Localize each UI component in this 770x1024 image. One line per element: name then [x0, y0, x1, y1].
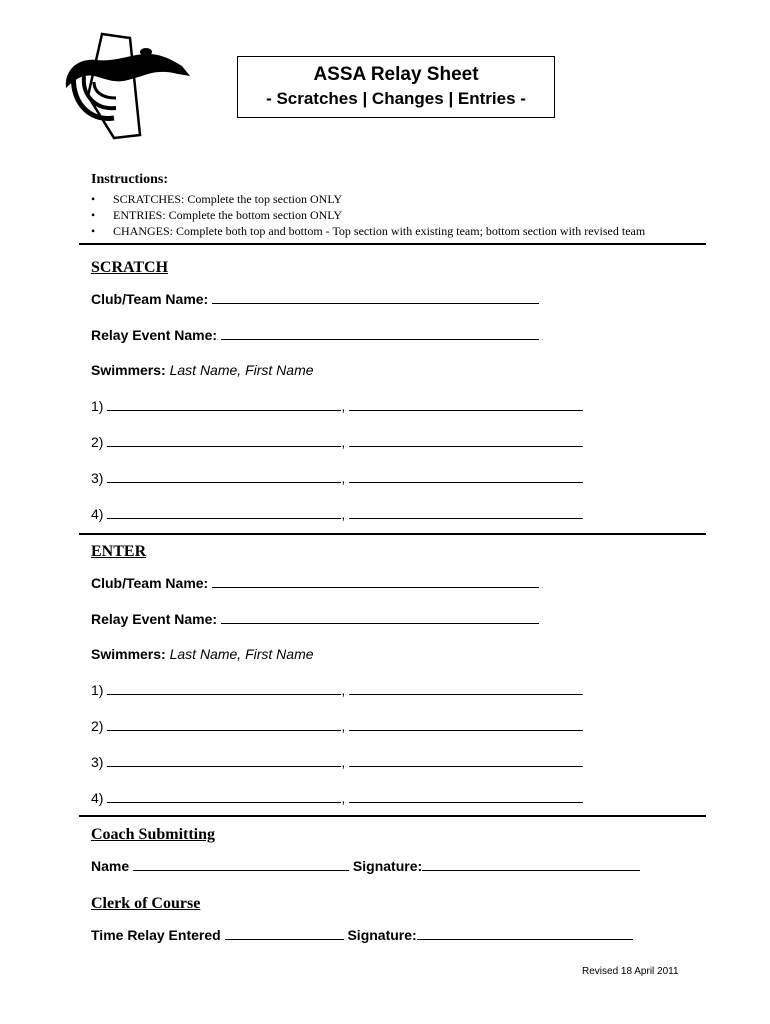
enter-swimmers-label: Swimmers:	[91, 646, 166, 662]
clerk-time-field[interactable]	[225, 927, 344, 940]
scratch-swimmer-row	[91, 398, 583, 414]
last-name-field[interactable]	[107, 470, 341, 483]
first-name-field[interactable]	[349, 682, 583, 695]
last-name-field[interactable]	[107, 790, 341, 803]
scratch-event-row	[91, 327, 539, 343]
scratch-swimmers-row	[91, 362, 314, 378]
enter-swimmer-row	[91, 754, 583, 770]
row-number: 1)	[91, 682, 104, 698]
swimmer-logo-icon	[58, 30, 198, 150]
enter-event-row	[91, 611, 539, 627]
instructions-heading: Instructions:	[91, 172, 169, 187]
scratch-event-label: Relay Event Name:	[91, 327, 218, 343]
clerk-title: Clerk of Course	[91, 895, 201, 912]
last-name-field[interactable]	[107, 682, 341, 695]
enter-swimmers-row	[91, 646, 314, 662]
comma: ,	[341, 434, 346, 450]
clerk-signature-label: Signature:	[347, 927, 417, 943]
first-name-field[interactable]	[349, 718, 583, 731]
scratch-swimmer-row	[91, 470, 583, 486]
first-name-field[interactable]	[349, 398, 583, 411]
enter-club-label: Club/Team Name:	[91, 575, 209, 591]
title-box	[237, 56, 555, 118]
enter-club-field[interactable]	[212, 575, 539, 588]
last-name-field[interactable]	[107, 506, 341, 519]
instruction-item: • CHANGES: Complete both top and bottom - Top section with existing team; bottom section with revised team	[91, 223, 645, 239]
first-name-field[interactable]	[349, 506, 583, 519]
first-name-field[interactable]	[349, 470, 583, 483]
clerk-time-label: Time Relay Entered	[91, 927, 221, 943]
row-number: 3)	[91, 754, 104, 770]
comma: ,	[341, 470, 346, 486]
comma: ,	[341, 754, 346, 770]
first-name-field[interactable]	[349, 790, 583, 803]
assa-logo	[58, 30, 198, 150]
row-number: 3)	[91, 470, 104, 486]
instruction-item: • SCRATCHES: Complete the top section ONLY	[91, 191, 645, 207]
scratch-event-field[interactable]	[221, 327, 539, 340]
comma: ,	[341, 682, 346, 698]
last-name-field[interactable]	[107, 398, 341, 411]
row-number: 1)	[91, 398, 104, 414]
row-number: 2)	[91, 718, 104, 734]
comma: ,	[341, 790, 346, 806]
first-name-field[interactable]	[349, 434, 583, 447]
clerk-signature-field[interactable]	[417, 927, 633, 940]
clerk-row	[91, 927, 633, 943]
enter-event-label: Relay Event Name:	[91, 611, 218, 627]
divider	[79, 243, 706, 245]
scratch-club-label: Club/Team Name:	[91, 291, 209, 307]
row-number: 2)	[91, 434, 104, 450]
coach-title: Coach Submitting	[91, 826, 216, 843]
instructions-list	[91, 191, 645, 239]
enter-club-row	[91, 575, 539, 591]
scratch-swimmers-label: Swimmers:	[91, 362, 166, 378]
coach-signature-field[interactable]	[422, 858, 640, 871]
last-name-field[interactable]	[107, 754, 341, 767]
divider	[79, 815, 706, 817]
last-name-field[interactable]	[107, 718, 341, 731]
scratch-swimmer-row	[91, 506, 583, 522]
row-number: 4)	[91, 506, 104, 522]
coach-name-label: Name	[91, 858, 130, 874]
enter-title: ENTER	[91, 543, 147, 560]
coach-row	[91, 858, 640, 874]
row-number: 4)	[91, 790, 104, 806]
enter-swimmers-hint: Last Name, First Name	[169, 646, 314, 662]
enter-swimmer-row	[91, 682, 583, 698]
enter-event-field[interactable]	[221, 611, 539, 624]
divider	[79, 533, 706, 535]
instructions	[91, 172, 645, 239]
scratch-club-field[interactable]	[212, 291, 539, 304]
enter-swimmer-row	[91, 718, 583, 734]
comma: ,	[341, 398, 346, 414]
scratch-swimmer-row	[91, 434, 583, 450]
comma: ,	[341, 718, 346, 734]
scratch-swimmers-hint: Last Name, First Name	[169, 362, 314, 378]
page-title: ASSA Relay Sheet	[313, 64, 479, 85]
first-name-field[interactable]	[349, 754, 583, 767]
revised-date: Revised 18 April 2011	[582, 966, 679, 977]
coach-signature-label: Signature:	[352, 858, 423, 874]
page-subtitle: - Scratches | Changes | Entries -	[266, 89, 526, 108]
instruction-item: • ENTRIES: Complete the bottom section ONLY	[91, 207, 645, 223]
last-name-field[interactable]	[107, 434, 341, 447]
scratch-title: SCRATCH	[91, 259, 169, 276]
comma: ,	[341, 506, 346, 522]
coach-name-field[interactable]	[133, 858, 349, 871]
scratch-club-row	[91, 291, 539, 307]
enter-swimmer-row	[91, 790, 583, 806]
